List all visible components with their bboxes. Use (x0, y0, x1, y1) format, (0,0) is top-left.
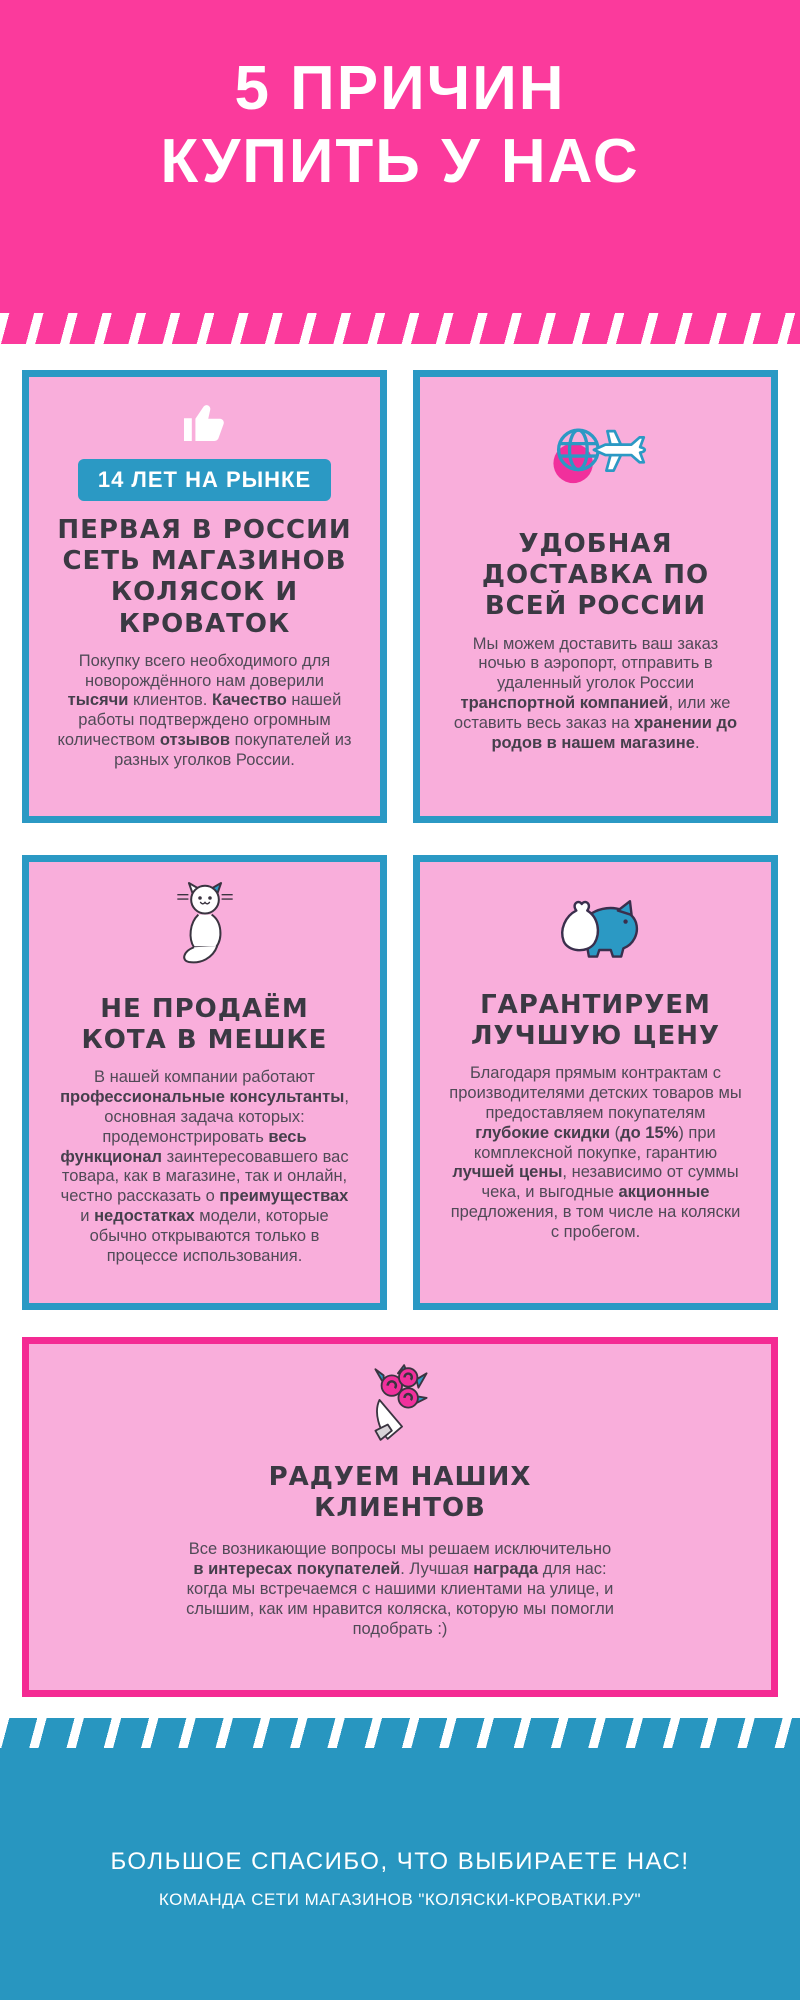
page-title-line2: КУПИТЬ У НАС (160, 127, 640, 197)
card-honesty (22, 855, 387, 1310)
card-heading: РАДУЕМ НАШИХ КЛИЕНТОВ (268, 1462, 532, 1524)
diagonal-stripes-top (0, 313, 800, 344)
card-heading: ПЕРВАЯ В РОССИИ СЕТЬ МАГАЗИНОВ КОЛЯСОК И КРОВАТОК (57, 515, 352, 639)
bouquet-icon (29, 1360, 771, 1444)
card-best-price (413, 855, 778, 1310)
card-happy-clients (22, 1337, 778, 1697)
card-body: В нашей компании работают профессиональные консультанты, основная задача которых: продемонстрировать весь функционал заинтересовавшего вас товара, как в магазине, так и онлайн, честно рассказать о преимуществах и недостатках модели, которые обычно открываются только в процессе использования. (60, 1068, 349, 1265)
years-badge: 14 ЛЕТ НА РЫНКЕ (78, 459, 331, 501)
card-body: Мы можем доставить ваш заказ ночью в аэропорт, отправить в удаленный уголок России транспортной компанией, или же оставить весь заказ на хранении до родов в нашем магазине. (453, 634, 738, 752)
card-body: Все возникающие вопросы мы решаем исключительно в интересах покупателей. Лучшая награда для нас: когда мы встречаемся с нашими клиентами на улице, и слышим, как им нравится коляска, которую мы помогли подобрать :) (186, 1540, 614, 1638)
card-delivery (413, 370, 778, 823)
card-heading: ГАРАНТИРУЕМ ЛУЧШУЮ ЦЕНУ (470, 990, 721, 1052)
card-experience (22, 370, 387, 823)
footer-thanks-text: БОЛЬШОЕ СПАСИБО, ЧТО ВЫБИРАЕТЕ НАС! (110, 1848, 690, 1875)
footer-banner (0, 1718, 800, 2000)
header-banner (0, 0, 800, 313)
cat-icon (29, 878, 380, 970)
globe-plane-icon (420, 415, 771, 493)
card-heading: УДОБНАЯ ДОСТАВКА ПО ВСЕЙ РОССИИ (481, 529, 710, 622)
card-heading: НЕ ПРОДАЁМ КОТА В МЕШКЕ (81, 994, 328, 1056)
card-body: Покупку всего необходимого для новорождённого нам доверили тысячи клиентов. Качество нашей работы подтверждено огромным количеством отзывов покупателей из разных уголков России. (57, 651, 352, 769)
piggy-bank-icon (420, 888, 771, 966)
page-title (0, 52, 800, 198)
footer-team-text: КОМАНДА СЕТИ МАГАЗИНОВ "КОЛЯСКИ-КРОВАТКИ.РУ" (158, 1890, 642, 1909)
card-body: Благодаря прямым контрактам с производителями детских товаров мы предоставляем покупателям глубокие скидки (до 15%) при комплексной покупке, гарантию лучшей цены, независимо от суммы чека, и выгодные акционные предложения, в том числе на коляски с пробегом. (449, 1064, 742, 1241)
diagonal-stripes-bottom (0, 1718, 800, 1748)
thumbs-up-icon (29, 397, 380, 449)
page-title-line1: 5 ПРИЧИН (234, 54, 566, 123)
